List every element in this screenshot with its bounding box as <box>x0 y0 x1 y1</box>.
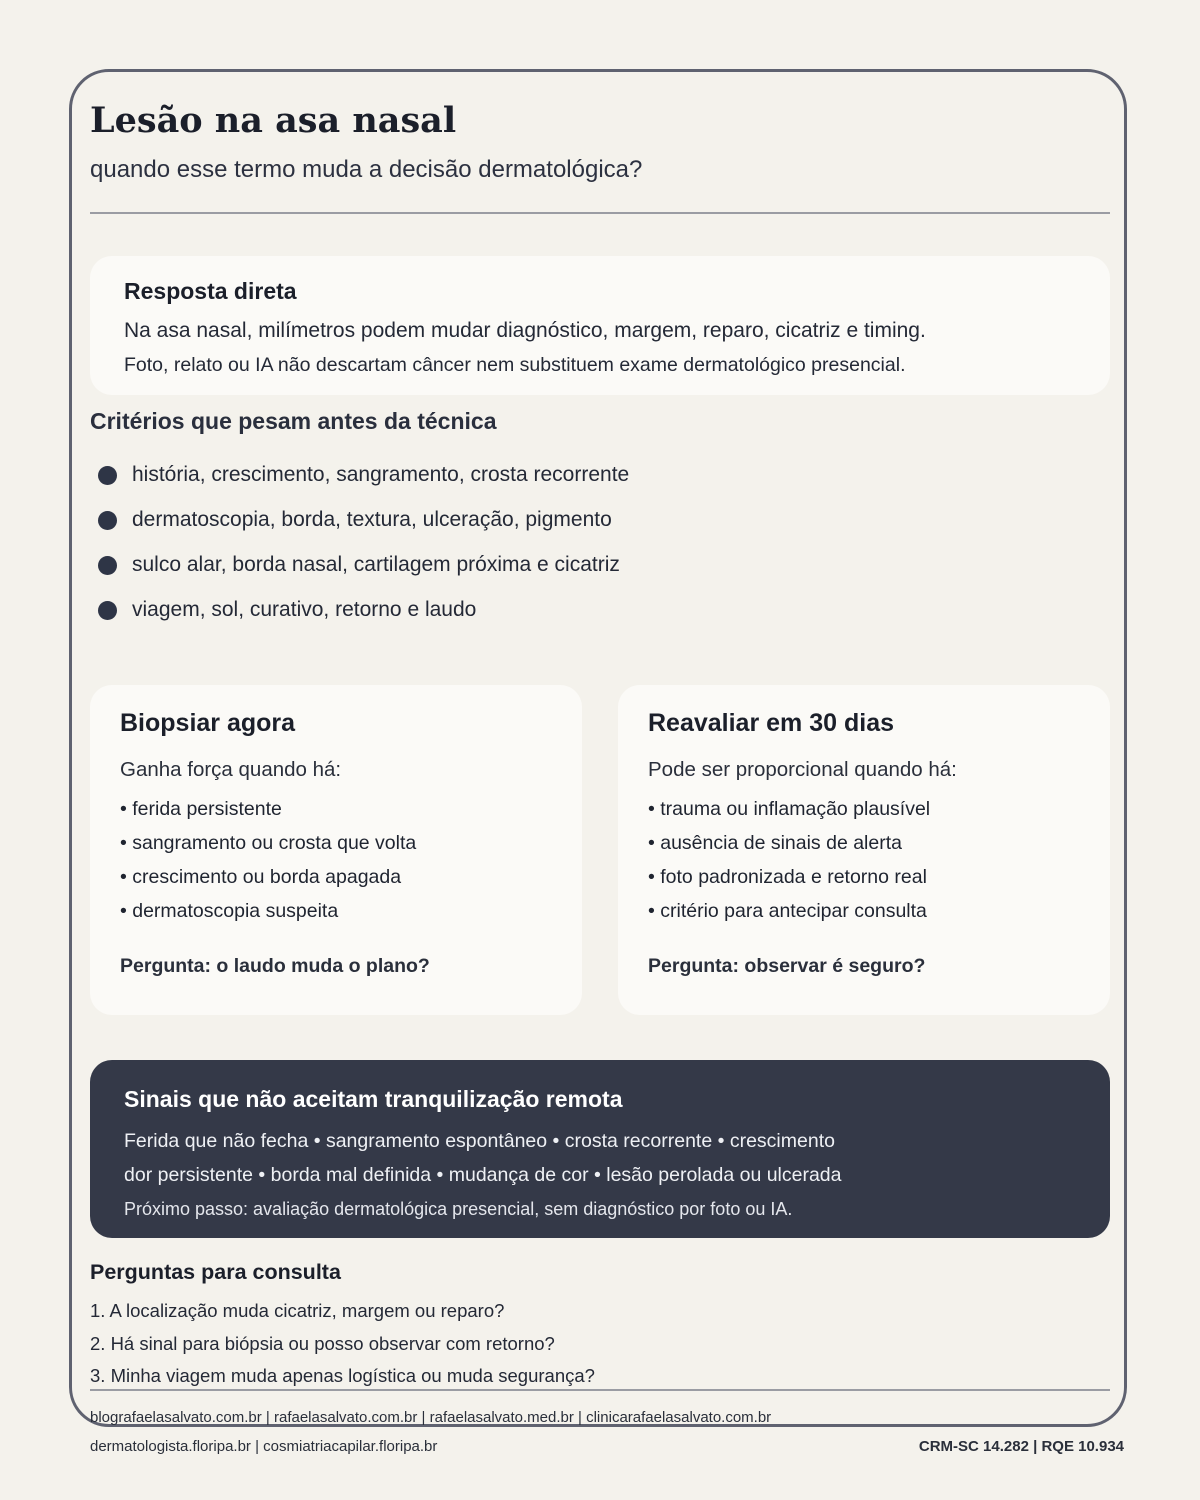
criteria-item <box>98 460 629 490</box>
reassess-question: Pergunta: observar é seguro? <box>648 955 926 977</box>
page-title: Lesão na asa nasal <box>90 100 457 141</box>
criteria-item <box>98 505 612 535</box>
biopsy-item: • ferida persistente <box>120 798 282 820</box>
biopsy-intro: Ganha força quando há: <box>120 758 342 781</box>
bullet-icon <box>98 511 117 530</box>
reassess-item: • trauma ou inflamação plausível <box>648 798 931 820</box>
consult-item: 1. A localização muda cicatriz, margem ou reparo? <box>90 1300 505 1321</box>
reassess-card <box>618 685 1110 1015</box>
criteria-item-text: viagem, sol, curativo, retorno e laudo <box>132 598 477 621</box>
direct-answer-line2: Foto, relato ou IA não descartam câncer nem substituem exame dermatológico presencial. <box>124 354 906 376</box>
footer-registration: CRM-SC 14.282 | RQE 10.934 <box>918 1438 1124 1455</box>
reassess-item: • critério para antecipar consulta <box>648 900 927 922</box>
biopsy-title: Biopsiar agora <box>120 709 296 737</box>
reassess-intro: Pode ser proporcional quando há: <box>648 758 957 781</box>
bullet-icon <box>98 601 117 620</box>
warning-title: Sinais que não aceitam tranquilização remota <box>124 1086 623 1112</box>
criteria-item-text: história, crescimento, sangramento, crosta recorrente <box>132 463 630 486</box>
warning-panel <box>90 1060 1110 1238</box>
direct-answer-title: Resposta direta <box>124 278 297 304</box>
reassess-item: • foto padronizada e retorno real <box>648 866 927 888</box>
footer-divider <box>90 1389 1110 1391</box>
bullet-icon <box>98 466 117 485</box>
criteria-item-text: sulco alar, borda nasal, cartilagem próxima e cicatriz <box>132 553 620 576</box>
reassess-title: Reavaliar em 30 dias <box>648 709 894 737</box>
criteria-title: Critérios que pesam antes da técnica <box>90 408 497 434</box>
warning-next-step: Próximo passo: avaliação dermatológica presencial, sem diagnóstico por foto ou IA. <box>124 1199 793 1219</box>
consult-item: 2. Há sinal para biópsia ou posso observar com retorno? <box>90 1333 555 1354</box>
criteria-item <box>98 550 620 580</box>
header-divider <box>90 212 1110 214</box>
biopsy-card <box>90 685 582 1015</box>
biopsy-item: • sangramento ou crosta que volta <box>120 832 417 854</box>
page-subtitle: quando esse termo muda a decisão dermatológica? <box>90 156 643 183</box>
direct-answer-card <box>90 256 1110 395</box>
criteria-item <box>98 595 476 625</box>
criteria-item-text: dermatoscopia, borda, textura, ulceração, pigmento <box>132 508 612 531</box>
consult-item: 3. Minha viagem muda apenas logística ou muda segurança? <box>90 1365 595 1386</box>
reassess-item: • ausência de sinais de alerta <box>648 832 902 854</box>
consult-title: Perguntas para consulta <box>90 1260 341 1284</box>
bullet-icon <box>98 556 117 575</box>
warning-line2: dor persistente • borda mal definida • mudança de cor • lesão perolada ou ulcerada <box>124 1164 842 1186</box>
biopsy-item: • dermatoscopia suspeita <box>120 900 339 922</box>
footer-sites-line2: dermatologista.floripa.br | cosmiatriacapilar.floripa.br <box>90 1438 438 1455</box>
biopsy-question: Pergunta: o laudo muda o plano? <box>120 955 430 977</box>
biopsy-item: • crescimento ou borda apagada <box>120 866 402 888</box>
direct-answer-line1: Na asa nasal, milímetros podem mudar diagnóstico, margem, reparo, cicatriz e timing. <box>124 319 926 342</box>
warning-line1: Ferida que não fecha • sangramento espontâneo • crosta recorrente • crescimento <box>124 1130 835 1152</box>
footer-sites-line1: blografaelasalvato.com.br | rafaelasalvato.com.br | rafaelasalvato.med.br | clinicarafaelasalvato.com.br <box>90 1409 772 1426</box>
